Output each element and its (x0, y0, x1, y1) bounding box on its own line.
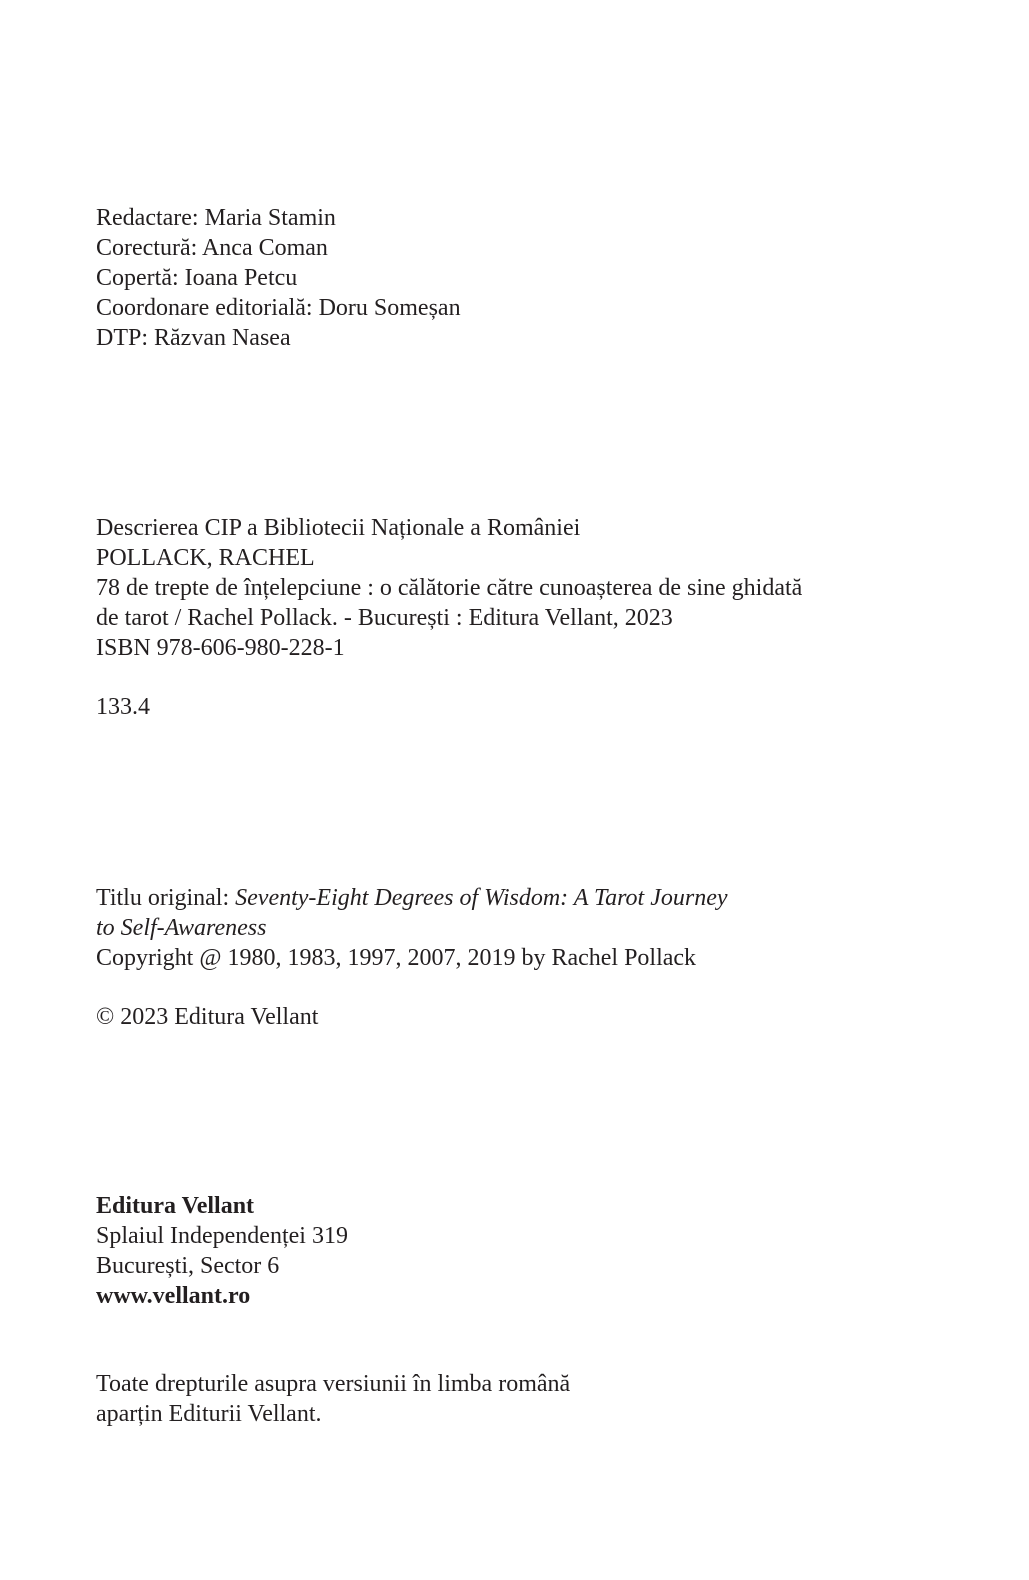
credit-coordination: Coordonare editorială: Doru Someșan (96, 295, 461, 321)
edition-copyright: © 2023 Editura Vellant (96, 1004, 319, 1030)
cip-classification: 133.4 (96, 694, 150, 720)
credit-cover: Copertă: Ioana Petcu (96, 265, 298, 291)
credit-proofreading: Corectură: Anca Coman (96, 235, 328, 261)
cip-isbn: ISBN 978-606-980-228-1 (96, 635, 345, 661)
credit-editing: Redactare: Maria Stamin (96, 205, 336, 231)
credit-dtp: DTP: Răzvan Nasea (96, 325, 291, 351)
cip-title-line-2: de tarot / Rachel Pollack. - București : Editura Vellant, 2023 (96, 605, 673, 631)
publisher-website: www.vellant.ro (96, 1283, 251, 1309)
publisher-name: Editura Vellant (96, 1193, 255, 1219)
publisher-street: Splaiul Independenței 319 (96, 1223, 348, 1249)
cip-author: POLLACK, RACHEL (96, 545, 315, 571)
original-title-text-1: Seventy-Eight Degrees of Wisdom: A Tarot Journey (235, 885, 728, 911)
original-title-label: Titlu original: (96, 885, 236, 911)
original-title-line-1 (96, 883, 728, 913)
rights-line-2: aparțin Editurii Vellant. (96, 1401, 322, 1427)
cip-title-line-1: 78 de trepte de înțelepciune : o călătorie către cunoașterea de sine ghidată (96, 575, 803, 601)
original-title-line-2: to Self-Awareness (96, 915, 267, 941)
original-copyright: Copyright @ 1980, 1983, 1997, 2007, 2019 by Rachel Pollack (96, 945, 697, 971)
cip-heading: Descrierea CIP a Bibliotecii Naționale a României (96, 515, 581, 541)
publisher-city: București, Sector 6 (96, 1253, 280, 1279)
rights-line-1: Toate drepturile asupra versiunii în limba română (96, 1371, 571, 1397)
